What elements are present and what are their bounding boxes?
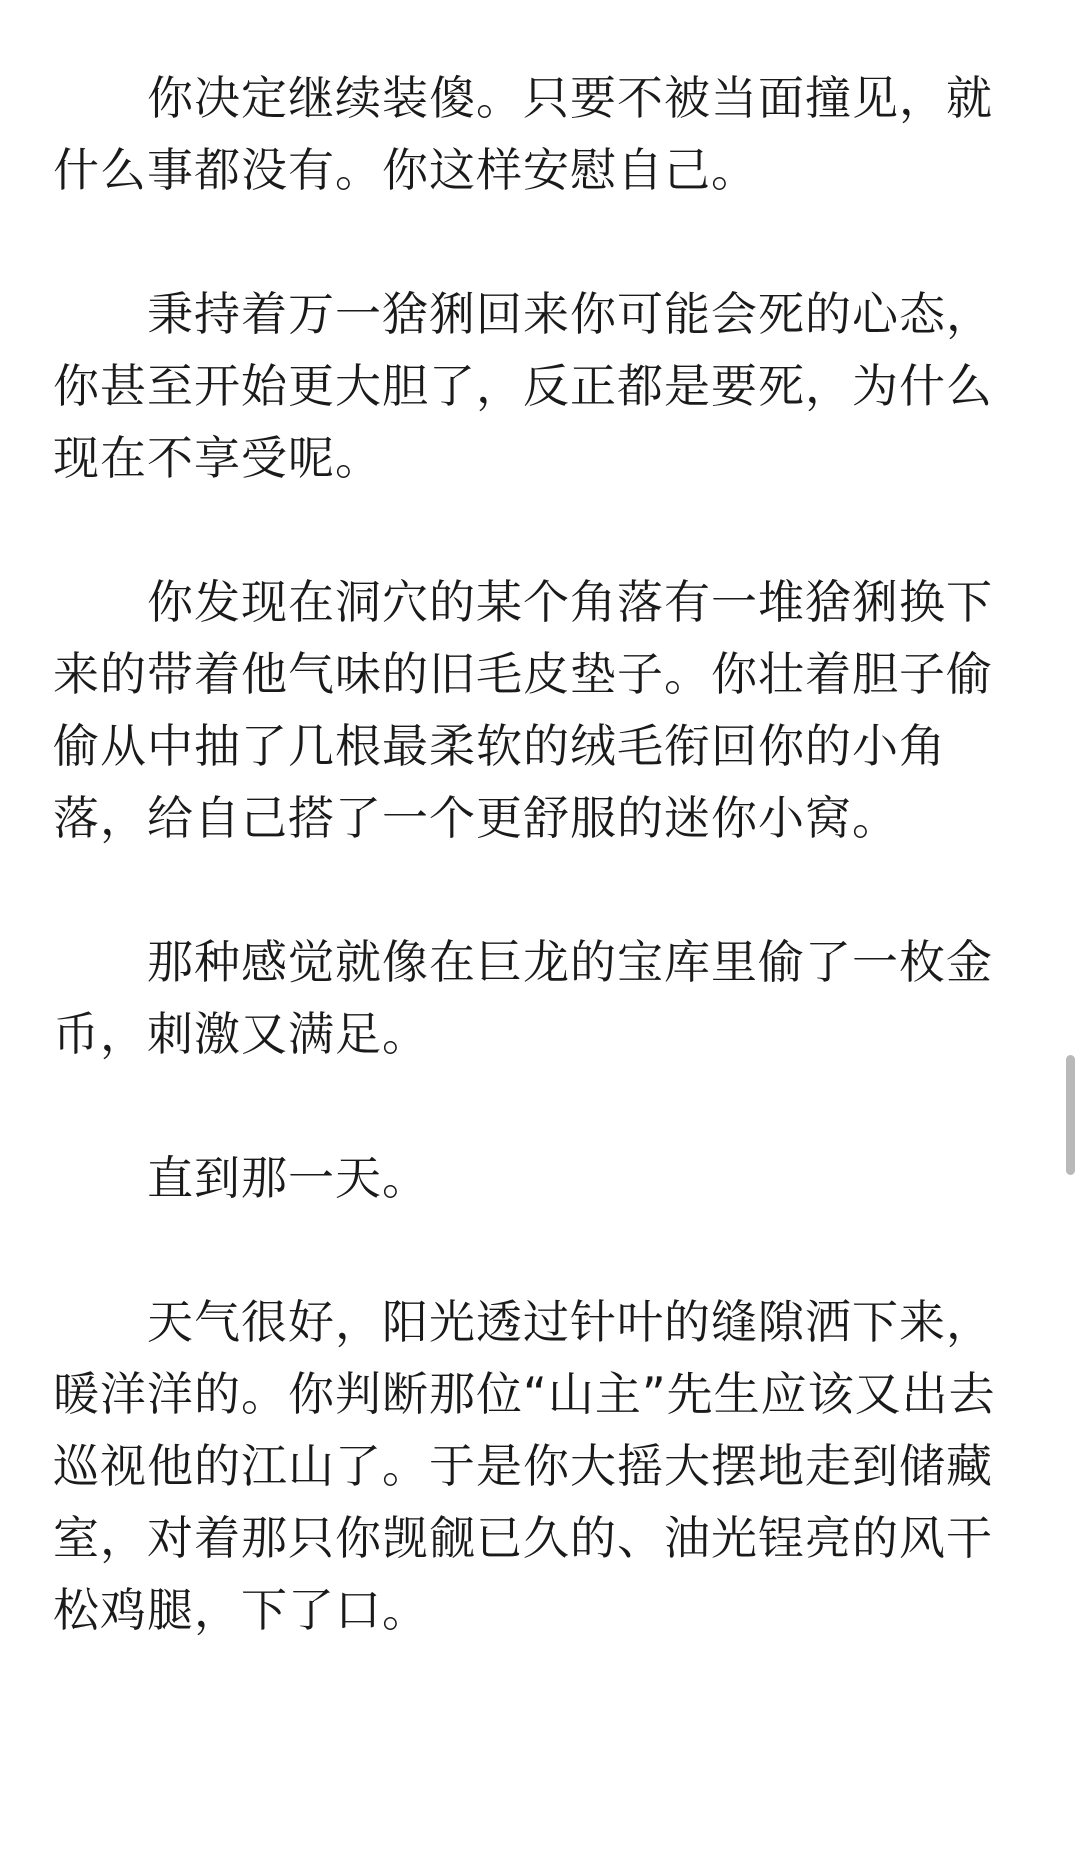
paragraph: 秉持着万一猞猁回来你可能会死的心态，你甚至开始更大胆了，反正都是要死，为什么现在不享受呢。	[53, 287, 993, 485]
paragraph: 直到那一天。	[147, 1151, 429, 1205]
paragraph: 你发现在洞穴的某个角落有一堆猞猁换下来的带着他气味的旧毛皮垫子。你壮着胆子偷偷从中抽了几根最柔软的绒毛衔回你的小角落，给自己搭了一个更舒服的迷你小窝。	[53, 575, 993, 845]
paragraph: 你决定继续装傻。只要不被当面撞见，就什么事都没有。你这样安慰自己。	[53, 71, 993, 197]
scrollbar-thumb[interactable]	[1066, 1055, 1075, 1175]
paragraph: 那种感觉就像在巨龙的宝库里偷了一枚金币，刺激又满足。	[53, 935, 993, 1061]
article-body	[53, 62, 997, 1718]
paragraph: 天气很好，阳光透过针叶的缝隙洒下来，暖洋洋的。你判断那位“山主”先生应该又出去巡视他的江山了。于是你大摇大摆地走到储藏室，对着那只你觊觎已久的、油光锃亮的风干松鸡腿，下了口。	[53, 1295, 996, 1637]
